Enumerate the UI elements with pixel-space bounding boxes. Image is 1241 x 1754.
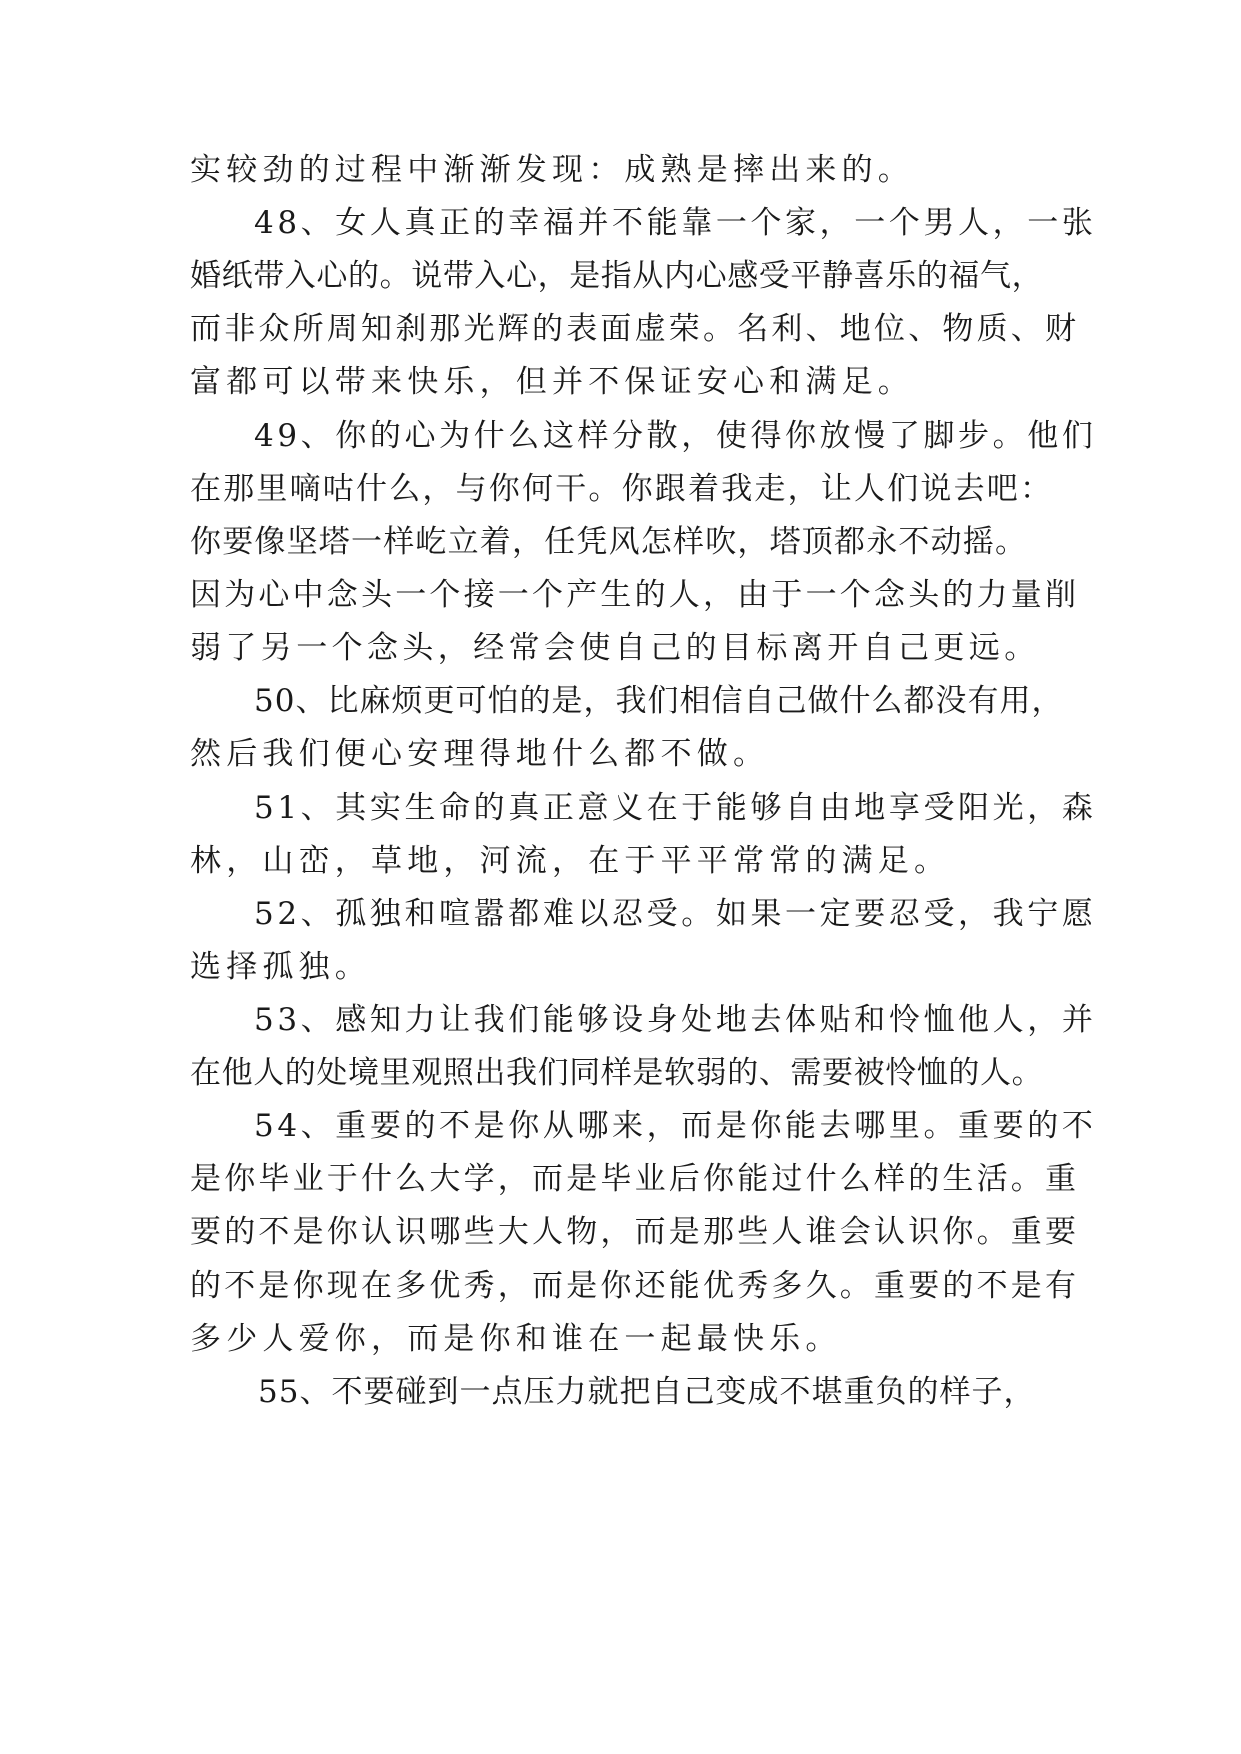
text-line: 林，山峦，草地，河流，在于平平常常的满足。 (190, 843, 951, 879)
text-line: 52、孤独和喧嚣都难以忍受。如果一定要忍受，我宁愿 (254, 896, 1097, 932)
text-line: 多少人爱你，而是你和谁在一起最快乐。 (190, 1321, 842, 1357)
text-line: 的不是你现在多优秀，而是你还能优秀多久。重要的不是有 (190, 1268, 1080, 1304)
text-line: 55、不要碰到一点压力就把自己变成不堪重负的样子， (258, 1374, 1036, 1410)
text-line: 选择孤独。 (190, 949, 371, 985)
text-line: 要的不是你认识哪些大人物，而是那些人谁会认识你。重要 (190, 1214, 1080, 1250)
text-line: 50、比麻烦更可怕的是，我们相信自己做什么都没有用， (254, 683, 1064, 719)
text-line: 你要像坚塔一样屹立着，任凭风怎样吹，塔顶都永不动摇。 (190, 524, 1028, 560)
text-line: 在他人的处境里观照出我们同样是软弱的、需要被怜恤的人。 (190, 1055, 1044, 1091)
text-line: 48、女人真正的幸福并不能靠一个家，一个男人，一张 (254, 205, 1097, 241)
text-line: 53、感知力让我们能够设身处地去体贴和怜恤他人，并 (254, 1002, 1097, 1038)
text-line: 是你毕业于什么大学，而是毕业后你能过什么样的生活。重 (190, 1161, 1080, 1197)
text-line: 然后我们便心安理得地什么都不做。 (190, 736, 770, 772)
text-line: 弱了另一个念头，经常会使自己的目标离开自己更远。 (190, 630, 1040, 666)
text-line: 在那里嘀咕什么，与你何干。你跟着我走，让人们说去吧： (190, 471, 1054, 507)
text-line: 婚纸带入心的。说带入心，是指从内心感受平静喜乐的福气， (190, 258, 1044, 294)
text-line: 富都可以带来快乐，但并不保证安心和满足。 (190, 364, 914, 400)
text-line: 而非众所周知刹那光辉的表面虚荣。名利、地位、物质、财 (190, 311, 1080, 347)
text-line: 因为心中念头一个接一个产生的人，由于一个念头的力量削 (190, 577, 1080, 613)
text-line: 54、重要的不是你从哪来，而是你能去哪里。重要的不 (254, 1108, 1097, 1144)
text-line: 实较劲的过程中渐渐发现：成熟是摔出来的。 (190, 152, 914, 188)
text-line: 49、你的心为什么这样分散，使得你放慢了脚步。他们 (254, 418, 1097, 454)
text-line: 51、其实生命的真正意义在于能够自由地享受阳光，森 (254, 790, 1097, 826)
